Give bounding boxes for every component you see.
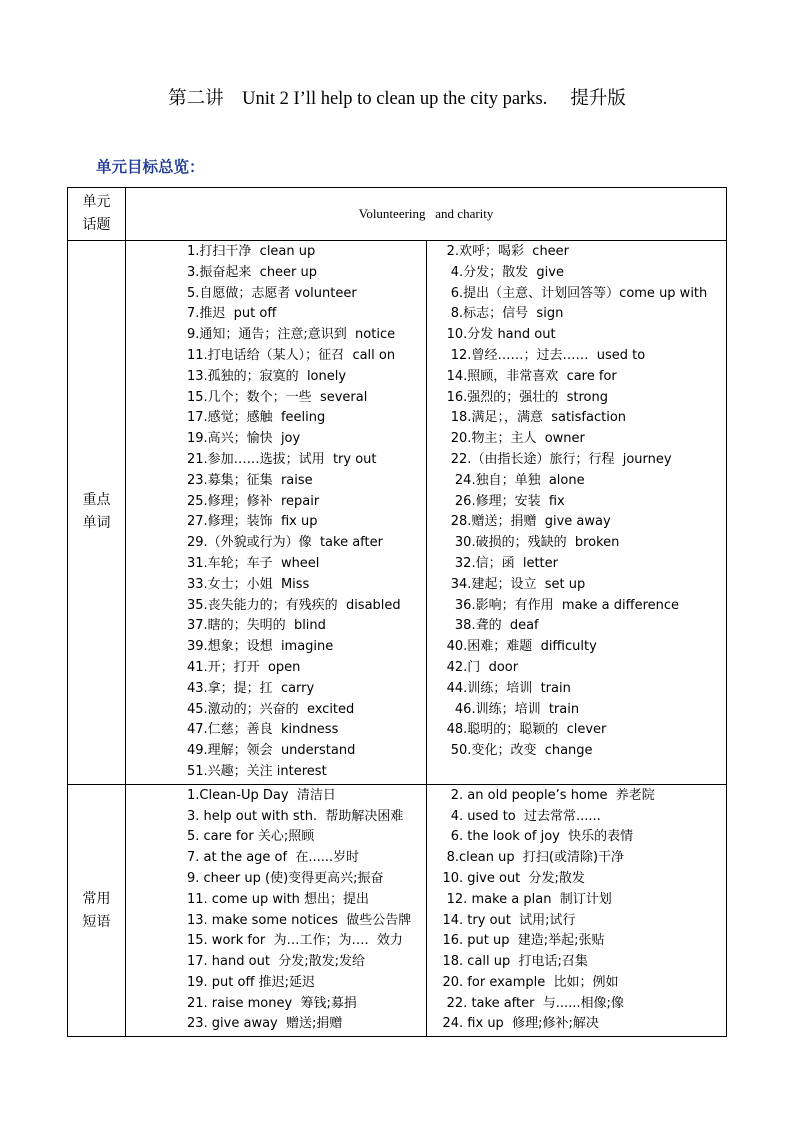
topic-row (68, 188, 727, 241)
word-entry: 11.打电话给（某人）；征召 call on (187, 347, 396, 363)
word-entry: 26.修理；安装 fix (442, 493, 565, 509)
word-entry: 6.提出（主意、计划回答等）come up with (442, 285, 708, 301)
phrase-entry: 13. make some notices 做些公告牌 (187, 912, 412, 928)
word-entry: 45.激动的；兴奋的 excited (187, 701, 355, 717)
word-entry: 13.孤独的；寂寞的 lonely (187, 368, 347, 384)
word-entry: 32.信；函 letter (442, 555, 558, 571)
topic-label-line2: 话题 (82, 217, 111, 233)
key-words-label-cell (68, 241, 126, 785)
word-entry: 22.（由指长途）旅行；行程 journey (442, 451, 672, 467)
phrase-entry: 4. used to 过去常常...... (442, 808, 601, 824)
phrase-entry: 12. make a plan 制订计划 (442, 891, 612, 907)
phrase-entry: 8.clean up 打扫(或清除)干净 (442, 850, 625, 866)
unit-overview-table (67, 187, 727, 1037)
key-words-left-column (126, 241, 427, 785)
phrases-label-line2: 短语 (82, 913, 111, 930)
key-words-row (68, 241, 727, 785)
word-entry: 21.参加……选拔；试用 try out (187, 451, 377, 467)
phrase-entry: 6. the look of joy 快乐的表情 (442, 829, 634, 845)
word-entry: 30.破损的；残缺的 broken (442, 535, 620, 551)
phrase-entry: 23. give away 赠送;捐赠 (187, 1016, 343, 1032)
phrase-entry: 19. put off 推迟;延迟 (187, 974, 315, 990)
word-entry: 38.聋的 deaf (442, 618, 539, 634)
word-entry: 16.强烈的；强壮的 strong (442, 389, 608, 405)
word-entry: 33.女士；小姐 Miss (187, 576, 310, 592)
phrase-entry: 7. at the age of 在......岁时 (187, 850, 360, 866)
word-entry: 50.变化；改变 change (442, 743, 593, 759)
key-words-label-line1: 重点 (82, 492, 111, 509)
phrase-entry: 15. work for 为…工作；为…. 效力 (187, 933, 403, 949)
topic-value: Volunteering and charity (126, 188, 727, 241)
word-entry: 48.聪明的；聪颖的 clever (442, 722, 607, 738)
phrase-entry: 2. an old people’s home 养老院 (442, 787, 655, 803)
phrase-entry: 24. fix up 修理;修补;解决 (442, 1016, 599, 1032)
phrase-entry: 17. hand out 分发;散发;发给 (187, 954, 365, 970)
word-entry: 18.满足；，满意 satisfaction (442, 410, 627, 426)
phrase-entry: 11. come up with 想出；提出 (187, 891, 370, 907)
phrases-row (68, 784, 727, 1037)
phrase-entry: 20. for example 比如；例如 (442, 974, 619, 990)
key-words-label-line2: 单词 (82, 515, 111, 532)
phrase-entry: 21. raise money 筹钱;募捐 (187, 995, 357, 1011)
phrase-entry: 5. care for 关心;照顾 (187, 829, 315, 845)
word-entry: 15.几个；数个；一些 several (187, 389, 368, 405)
word-entry: 49.理解；领会 understand (187, 743, 356, 759)
word-entry: 29.（外貌或行为）像 take after (187, 535, 383, 551)
word-entry: 3.振奋起来 cheer up (187, 264, 318, 280)
word-entry: 5.自愿做；志愿者 volunteer (187, 285, 357, 301)
word-entry: 19.高兴；愉快 joy (187, 431, 301, 447)
word-entry: 43.拿；提；扛 carry (187, 680, 315, 696)
word-entry: 44.训练；培训 train (442, 680, 571, 696)
phrases-label-cell (68, 784, 126, 1037)
word-entry: 41.开；打开 open (187, 659, 301, 675)
word-entry: 2.欢呼；喝彩 cheer (442, 244, 570, 259)
word-entry: 8.标志；信号 sign (442, 306, 564, 322)
phrase-entry: 3. help out with sth. 帮助解决困难 (187, 808, 404, 824)
phrase-entry: 9. cheer up (使)变得更高兴;振奋 (187, 870, 384, 886)
word-entry: 35.丧失能力的；有残疾的 disabled (187, 597, 401, 613)
word-entry: 10.分发 hand out (442, 327, 556, 343)
word-entry: 46.训练；培训 train (442, 701, 580, 717)
phrase-entry: 16. put up 建造;举起;张贴 (442, 933, 605, 949)
word-entry: 37.瞎的；失明的 blind (187, 618, 326, 634)
word-entry: 51.兴趣；关注 interest (187, 763, 327, 779)
word-entry: 25.修理；修补 repair (187, 493, 320, 509)
section-heading: 单元目标总览： (96, 158, 205, 176)
word-entry: 31.车轮；车子 wheel (187, 555, 320, 571)
phrase-entry: 18. call up 打电话;召集 (442, 954, 588, 970)
word-entry: 28.赠送；捐赠 give away (442, 514, 611, 530)
word-entry: 14.照顾，非常喜欢 care for (442, 368, 617, 384)
document-title: 第二讲 Unit 2 I’ll help to clean up the city parks. 提升版 (168, 89, 626, 109)
word-entry: 7.推迟 put off (187, 306, 277, 322)
phrases-left-column (126, 784, 427, 1037)
word-entry: 24.独自；单独 alone (442, 472, 585, 488)
word-entry: 42.门 door (442, 659, 519, 675)
word-entry: 20.物主；主人 owner (442, 431, 585, 447)
key-words-right-column (426, 241, 727, 785)
phrase-entry: 14. try out 试用;试行 (442, 912, 576, 928)
word-entry: 47.仁慈；善良 kindness (187, 722, 339, 738)
word-entry: 34.建起；设立 set up (442, 576, 586, 592)
word-entry: 23.募集；征集 raise (187, 472, 313, 488)
word-entry: 4.分发；散发 give (442, 264, 564, 280)
word-entry: 12.曾经……；过去…… used to (442, 347, 646, 363)
word-entry: 9.通知；通告；注意;意识到 notice (187, 327, 396, 343)
phrase-entry: 1.Clean-Up Day 清洁日 (187, 787, 336, 803)
phrases-right-column (426, 784, 727, 1037)
phrases-label-line1: 常用 (82, 890, 111, 907)
phrase-entry: 22. take after 与......相像;像 (442, 995, 624, 1011)
word-entry: 17.感觉；感触 feeling (187, 410, 326, 426)
topic-label-cell (68, 188, 126, 241)
phrase-entry: 10. give out 分发;散发 (442, 870, 585, 886)
word-entry: 40.困难；难题 difficulty (442, 639, 597, 655)
word-entry: 39.想象；设想 imagine (187, 639, 334, 655)
topic-label-line1: 单元 (82, 194, 111, 210)
word-entry: 27.修理；装饰 fix up (187, 514, 318, 530)
word-entry: 36.影响；有作用 make a difference (442, 597, 680, 613)
word-entry: 1.打扫干净 clean up (187, 244, 316, 259)
